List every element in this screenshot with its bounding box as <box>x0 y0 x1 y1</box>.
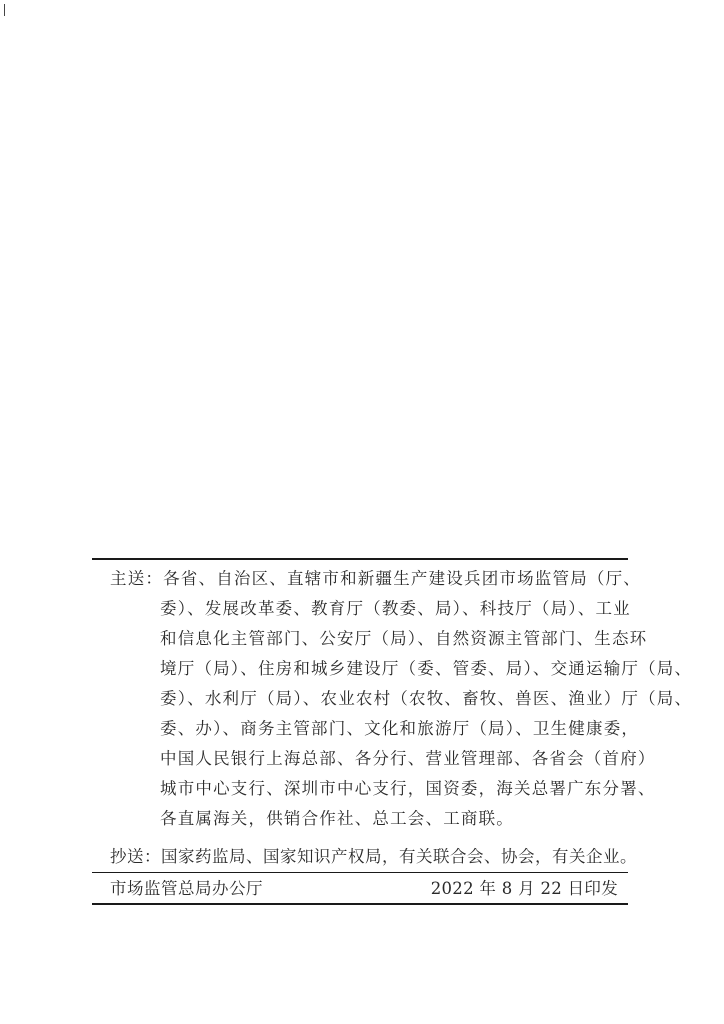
main-recipients-line: 委）、发展改革委、教育厅（教委、局）、科技厅（局）、工业 <box>160 599 631 618</box>
issuance-footer <box>110 876 618 902</box>
main-recipients-text: 各省、自治区、直辖市和新疆生产建设兵团市场监管局（厅、 <box>163 569 642 588</box>
bottom-divider <box>92 903 628 905</box>
main-recipients-line: 城市中心支行、深圳市中心支行，国资委，海关总署广东分署、 <box>160 779 656 798</box>
main-recipients-line: 中国人民银行上海总部、各分行、营业管理部、各省会（首府） <box>160 749 656 768</box>
scan-edge-mark <box>4 4 5 16</box>
issue-date: 2022 年 8 月 22 日印发 <box>430 879 618 898</box>
main-recipients-line <box>110 564 642 594</box>
main-recipients-line: 境厅（局）、住房和城乡建设厅（委、管委、局）、交通运输厅（局、 <box>160 659 693 678</box>
cc-label: 抄送： <box>110 847 161 866</box>
cc-text: 国家药监局、国家知识产权局，有关联合会、协会，有关企业。 <box>161 847 637 866</box>
middle-divider <box>92 872 628 873</box>
main-recipients-block <box>110 564 693 834</box>
main-recipients-line: 委）、水利厅（局）、农业农村（农牧、畜牧、兽医、渔业）厅（局、 <box>160 689 693 708</box>
issuing-office: 市场监管总局办公厅 <box>110 879 263 898</box>
main-recipients-line: 各直属海关，供销合作社、总工会、工商联。 <box>160 809 514 828</box>
top-divider <box>92 558 628 560</box>
main-recipients-line: 委、办）、商务主管部门、文化和旅游厅（局）、卫生健康委， <box>160 719 640 738</box>
main-recipients-line: 和信息化主管部门、公安厅（局）、自然资源主管部门、生态环 <box>160 629 648 648</box>
main-recipients-label: 主送： <box>110 569 164 588</box>
cc-recipients-line <box>110 843 637 871</box>
